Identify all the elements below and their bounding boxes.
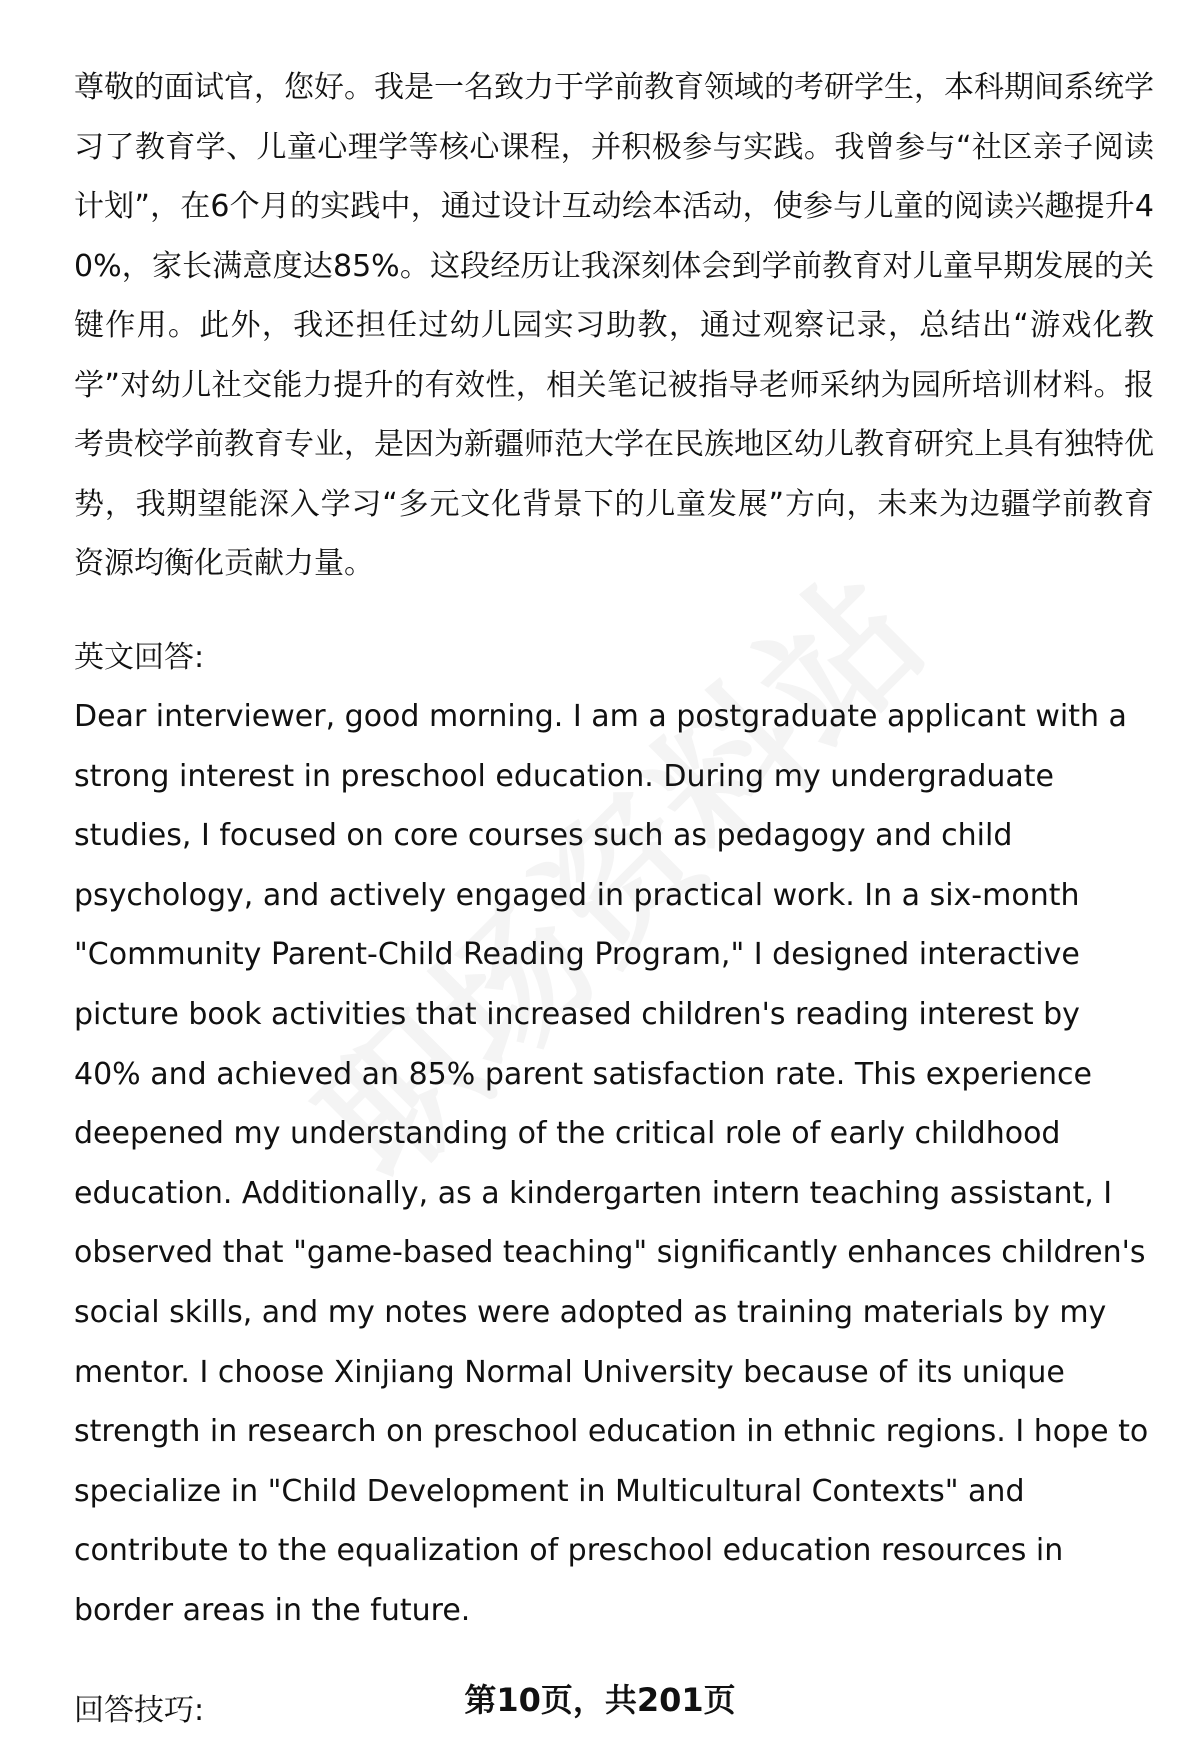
page-number-footer: 第10页，共201页	[464, 1681, 736, 1719]
answer-tips-label: 回答技巧:	[74, 1692, 205, 1728]
english-answer-paragraph: Dear interviewer, good morning. I am a postgraduate applicant with a strong interest in preschool education. During my undergraduate studies, I focused on core courses such as pedagogy and child psychology, and actively engaged in practical work. In a six-month "Community Parent-Child Reading Program," I designed interactive picture book activities that increased children's reading interest by 40% and achieved an 85% parent satisfaction rate. This experience deepened my understanding of the critical role of early childhood education. Additionally, as a kindergarten intern teaching assistant, I observed that "game-based teaching" significantly enhances children's social skills, and my notes were adopted as training materials by my mentor. I choose Xinjiang Normal University because of its unique strength in research on preschool education in ethnic regions. I hope to specialize in "Child Development in Multicultural Contexts" and contribute to the equalization of preschool education resources in border areas in the future.	[74, 699, 1149, 1628]
chinese-answer-paragraph: 尊敬的面试官，您好。我是一名致力于学前教育领域的考研学生，本科期间系统学习了教育学、儿童心理学等核心课程，并积极参与实践。我曾参与“社区亲子阅读计划”，在6个月的实践中，通过设计互动绘本活动，使参与儿童的阅读兴趣提升40%，家长满意度达85%。这段经历让我深刻体会到学前教育对儿童早期发展的关键作用。此外，我还担任过幼儿园实习助教，通过观察记录，总结出“游戏化教学”对幼儿社交能力提升的有效性，相关笔记被指导老师采纳为园所培训材料。报考贵校学前教育专业，是因为新疆师范大学在民族地区幼儿教育研究上具有独特优势，我期望能深入学习“多元文化背景下的儿童发展”方向，未来为边疆学前教育资源均衡化贡献力量。	[74, 70, 1154, 581]
english-answer-label: 英文回答:	[74, 639, 205, 675]
document-body	[74, 58, 1154, 1740]
